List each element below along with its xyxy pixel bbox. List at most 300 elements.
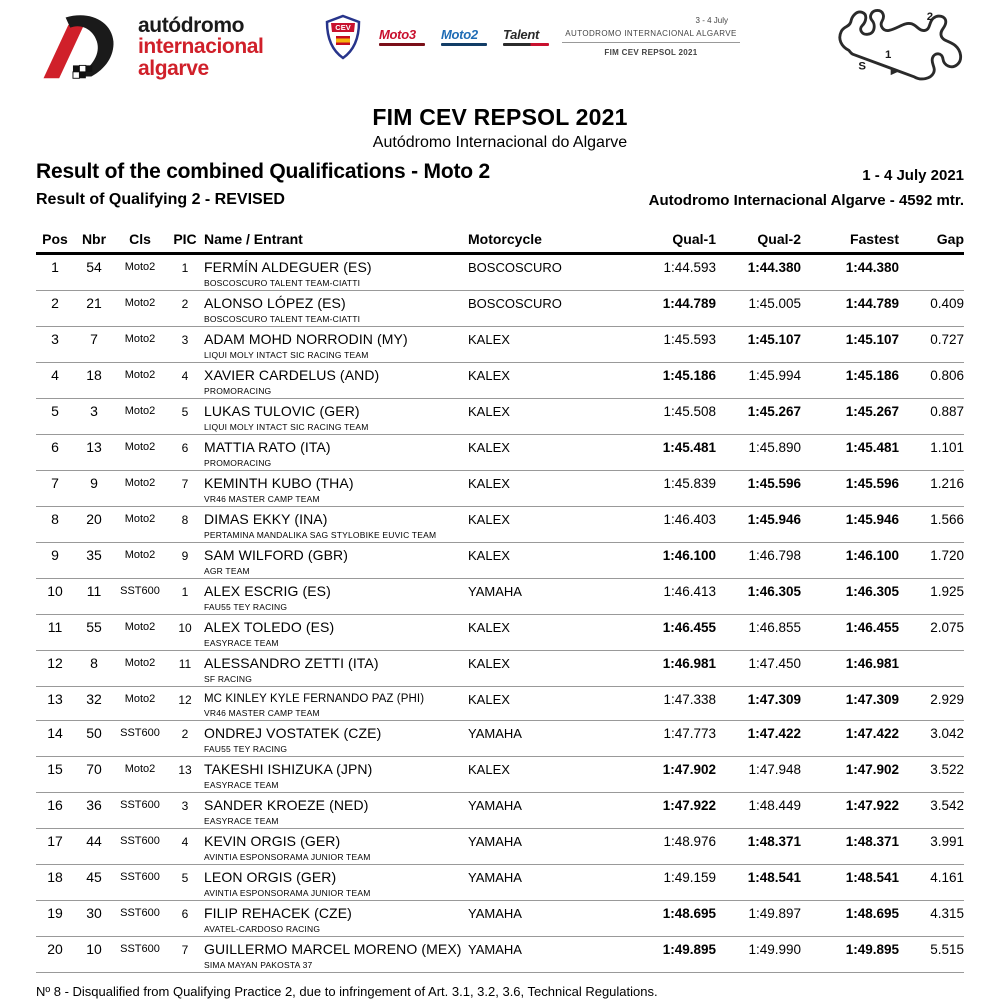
pic-cell: 7 (166, 937, 204, 973)
number-cell: 44 (74, 829, 114, 865)
fastest-cell: 1:47.922 (801, 793, 899, 829)
number-cell: 11 (74, 579, 114, 615)
qual1-cell: 1:48.976 (638, 829, 716, 865)
entrant-name: SF RACING (204, 674, 253, 684)
cev-badge-icon (323, 14, 363, 60)
position-cell: 1 (36, 254, 74, 291)
class-cell: Moto2 (114, 399, 166, 435)
rider-name: SAM WILFORD (GBR) (204, 547, 349, 563)
gap-cell: 2.929 (899, 687, 964, 721)
qual2-cell: 1:46.855 (716, 615, 801, 651)
motorcycle-cell: KALEX (468, 327, 638, 363)
track-start-label: S (858, 60, 867, 73)
number-cell: 20 (74, 507, 114, 543)
fastest-cell: 1:47.902 (801, 757, 899, 793)
fastest-cell: 1:46.100 (801, 543, 899, 579)
moto3-logo-label: Moto3 (379, 27, 416, 42)
fastest-cell: 1:47.309 (801, 687, 899, 721)
pic-cell: 6 (166, 901, 204, 937)
result-row (36, 757, 964, 793)
qual2-cell: 1:49.897 (716, 901, 801, 937)
fastest-cell: 1:44.789 (801, 291, 899, 327)
name-entrant-cell (204, 291, 468, 327)
name-entrant-cell (204, 435, 468, 471)
qual2-cell: 1:45.005 (716, 291, 801, 327)
col-header-pos: Pos (36, 229, 74, 254)
venue-logo-line2: internacional (138, 35, 264, 59)
col-header-name: Name / Entrant (204, 229, 468, 254)
qual2-cell: 1:46.305 (716, 579, 801, 615)
entrant-name: EASYRACE TEAM (204, 816, 279, 826)
number-cell: 7 (74, 327, 114, 363)
number-cell: 50 (74, 721, 114, 757)
rider-name: SANDER KROEZE (NED) (204, 797, 369, 813)
gap-cell: 3.542 (899, 793, 964, 829)
class-cell: Moto2 (114, 757, 166, 793)
result-row (36, 865, 964, 901)
gap-cell: 0.887 (899, 399, 964, 435)
fastest-cell: 1:45.186 (801, 363, 899, 399)
name-entrant-cell (204, 507, 468, 543)
class-cell: SST600 (114, 901, 166, 937)
fastest-cell: 1:49.895 (801, 937, 899, 973)
talent-logo-label: Talent (503, 27, 540, 42)
rider-name: KEVIN ORGIS (GER) (204, 833, 341, 849)
table-header-row (36, 229, 964, 254)
page-title: FIM CEV REPSOL 2021 (372, 104, 628, 130)
qual2-cell: 1:45.994 (716, 363, 801, 399)
position-cell: 3 (36, 327, 74, 363)
moto2-logo-label: Moto2 (441, 27, 478, 42)
name-entrant-cell (204, 687, 468, 721)
result-title-block (0, 160, 1000, 209)
entrant-name: FAU55 TEY RACING (204, 744, 288, 754)
venue-logo-line3: algarve (138, 56, 209, 80)
qual2-cell: 1:49.990 (716, 937, 801, 973)
gap-cell (899, 254, 964, 291)
rider-name: FERMÍN ALDEGUER (ES) (204, 259, 372, 275)
number-cell: 70 (74, 757, 114, 793)
motorcycle-cell: KALEX (468, 399, 638, 435)
qual1-cell: 1:47.338 (638, 687, 716, 721)
position-cell: 20 (36, 937, 74, 973)
qual2-cell: 1:45.596 (716, 471, 801, 507)
fastest-cell: 1:48.695 (801, 901, 899, 937)
fastest-cell: 1:48.541 (801, 865, 899, 901)
class-cell: SST600 (114, 829, 166, 865)
rider-name: FILIP REHACEK (CZE) (204, 905, 352, 921)
gap-cell: 3.991 (899, 829, 964, 865)
moto3-logo (379, 28, 425, 46)
track-turn1-label: 1 (885, 48, 892, 61)
position-cell: 6 (36, 435, 74, 471)
result-row (36, 291, 964, 327)
qual2-cell: 1:44.380 (716, 254, 801, 291)
position-cell: 18 (36, 865, 74, 901)
gap-cell: 1.216 (899, 471, 964, 507)
rider-name: GUILLERMO MARCEL MORENO (MEX) (204, 941, 462, 957)
pic-cell: 13 (166, 757, 204, 793)
name-entrant-cell (204, 399, 468, 435)
event-series: FIM CEV REPSOL 2021 (604, 48, 698, 57)
position-cell: 7 (36, 471, 74, 507)
motorcycle-cell: BOSCOSCURO (468, 291, 638, 327)
rider-name: LEON ORGIS (GER) (204, 869, 337, 885)
motorcycle-cell: YAMAHA (468, 793, 638, 829)
fastest-cell: 1:45.267 (801, 399, 899, 435)
qual1-cell: 1:46.981 (638, 651, 716, 687)
position-cell: 10 (36, 579, 74, 615)
talent-logo-bar (503, 43, 549, 46)
class-cell: Moto2 (114, 471, 166, 507)
rider-name: KEMINTH KUBO (THA) (204, 475, 354, 491)
motorcycle-cell: KALEX (468, 471, 638, 507)
number-cell: 32 (74, 687, 114, 721)
result-row (36, 901, 964, 937)
result-row (36, 651, 964, 687)
pic-cell: 5 (166, 865, 204, 901)
motorcycle-cell: KALEX (468, 435, 638, 471)
class-cell: Moto2 (114, 651, 166, 687)
fastest-cell: 1:45.481 (801, 435, 899, 471)
qual2-cell: 1:47.948 (716, 757, 801, 793)
algarve-logo-icon (38, 8, 130, 86)
pic-cell: 7 (166, 471, 204, 507)
moto2-logo (441, 28, 487, 46)
name-entrant-cell (204, 793, 468, 829)
qual2-cell: 1:47.450 (716, 651, 801, 687)
result-row (36, 543, 964, 579)
number-cell: 18 (74, 363, 114, 399)
gap-cell: 4.161 (899, 865, 964, 901)
pic-cell: 10 (166, 615, 204, 651)
qual2-cell: 1:48.371 (716, 829, 801, 865)
result-row (36, 687, 964, 721)
gap-cell: 0.727 (899, 327, 964, 363)
position-cell: 4 (36, 363, 74, 399)
result-row (36, 254, 964, 291)
algarve-logo (38, 8, 264, 86)
entrant-name: VR46 MASTER CAMP TEAM (204, 494, 320, 504)
fastest-cell: 1:46.305 (801, 579, 899, 615)
fastest-cell: 1:45.596 (801, 471, 899, 507)
entrant-name: EASYRACE TEAM (204, 638, 279, 648)
qual1-cell: 1:46.403 (638, 507, 716, 543)
name-entrant-cell (204, 757, 468, 793)
rider-name: TAKESHI ISHIZUKA (JPN) (204, 761, 373, 777)
motorcycle-cell: KALEX (468, 687, 638, 721)
fastest-cell: 1:48.371 (801, 829, 899, 865)
position-cell: 11 (36, 615, 74, 651)
name-entrant-cell (204, 865, 468, 901)
number-cell: 30 (74, 901, 114, 937)
qual1-cell: 1:46.455 (638, 615, 716, 651)
position-cell: 12 (36, 651, 74, 687)
col-header-pic: PIC (166, 229, 204, 254)
pic-cell: 1 (166, 579, 204, 615)
name-entrant-cell (204, 721, 468, 757)
pic-cell: 2 (166, 291, 204, 327)
pic-cell: 8 (166, 507, 204, 543)
pic-cell: 4 (166, 363, 204, 399)
qual1-cell: 1:44.593 (638, 254, 716, 291)
motorcycle-cell: KALEX (468, 363, 638, 399)
rider-name: MATTIA RATO (ITA) (204, 439, 331, 455)
pic-cell: 2 (166, 721, 204, 757)
pic-cell: 4 (166, 829, 204, 865)
qual2-cell: 1:47.309 (716, 687, 801, 721)
class-cell: Moto2 (114, 435, 166, 471)
pic-cell: 3 (166, 793, 204, 829)
event-venue: AUTODROMO INTERNACIONAL ALGARVE (562, 29, 740, 43)
name-entrant-cell (204, 543, 468, 579)
gap-cell: 5.515 (899, 937, 964, 973)
motorcycle-cell: KALEX (468, 543, 638, 579)
qual2-cell: 1:48.541 (716, 865, 801, 901)
championship-logos (323, 14, 549, 60)
number-cell: 21 (74, 291, 114, 327)
event-dates: 3 - 4 July (695, 16, 728, 25)
position-cell: 5 (36, 399, 74, 435)
result-row (36, 829, 964, 865)
motorcycle-cell: YAMAHA (468, 579, 638, 615)
col-header-motorcycle: Motorcycle (468, 229, 638, 254)
moto3-logo-bar (379, 43, 425, 46)
qual2-cell: 1:45.267 (716, 399, 801, 435)
position-cell: 17 (36, 829, 74, 865)
result-row (36, 327, 964, 363)
motorcycle-cell: YAMAHA (468, 721, 638, 757)
qual1-cell: 1:45.508 (638, 399, 716, 435)
event-date-range: 1 - 4 July 2021 (862, 167, 964, 184)
qual1-cell: 1:45.481 (638, 435, 716, 471)
fastest-cell: 1:45.107 (801, 327, 899, 363)
class-cell: SST600 (114, 793, 166, 829)
entrant-name: AGR TEAM (204, 566, 250, 576)
number-cell: 9 (74, 471, 114, 507)
col-header-fastest: Fastest (801, 229, 899, 254)
results-table (36, 229, 964, 973)
position-cell: 13 (36, 687, 74, 721)
fastest-cell: 1:45.946 (801, 507, 899, 543)
position-cell: 14 (36, 721, 74, 757)
motorcycle-cell: YAMAHA (468, 901, 638, 937)
col-header-nbr: Nbr (74, 229, 114, 254)
name-entrant-cell (204, 937, 468, 973)
name-entrant-cell (204, 579, 468, 615)
gap-cell: 1.566 (899, 507, 964, 543)
results-table-container (0, 229, 1000, 973)
motorcycle-cell: YAMAHA (468, 865, 638, 901)
entrant-name: PROMORACING (204, 458, 272, 468)
algarve-logo-text (138, 15, 264, 79)
motorcycle-cell: YAMAHA (468, 937, 638, 973)
class-cell: SST600 (114, 865, 166, 901)
qual2-cell: 1:47.422 (716, 721, 801, 757)
name-entrant-cell (204, 901, 468, 937)
qual1-cell: 1:49.159 (638, 865, 716, 901)
entrant-name: VR46 MASTER CAMP TEAM (204, 708, 320, 718)
entrant-name: AVATEL-CARDOSO RACING (204, 924, 321, 934)
entrant-name: LIQUI MOLY INTACT SIC RACING TEAM (204, 422, 369, 432)
result-row (36, 721, 964, 757)
rider-name: DIMAS EKKY (INA) (204, 511, 328, 527)
results-table-body (36, 254, 964, 973)
entrant-name: SIMA MAYAN PAKOSTA 37 (204, 960, 313, 970)
pic-cell: 12 (166, 687, 204, 721)
position-cell: 8 (36, 507, 74, 543)
class-cell: Moto2 (114, 687, 166, 721)
name-entrant-cell (204, 363, 468, 399)
fastest-cell: 1:46.981 (801, 651, 899, 687)
fastest-cell: 1:46.455 (801, 615, 899, 651)
name-entrant-cell (204, 615, 468, 651)
result-row (36, 399, 964, 435)
position-cell: 15 (36, 757, 74, 793)
rider-name: ALESSANDRO ZETTI (ITA) (204, 655, 379, 671)
motorcycle-cell: BOSCOSCURO (468, 254, 638, 291)
rider-name: XAVIER CARDELUS (AND) (204, 367, 380, 383)
qual1-cell: 1:46.413 (638, 579, 716, 615)
track-map (828, 2, 980, 99)
venue-logo-line1: autódromo (138, 13, 245, 37)
entrant-name: BOSCOSCURO TALENT TEAM-CIATTI (204, 278, 361, 288)
entrant-name: PROMORACING (204, 386, 272, 396)
gap-cell (899, 651, 964, 687)
motorcycle-cell: KALEX (468, 757, 638, 793)
pic-cell: 5 (166, 399, 204, 435)
result-row (36, 937, 964, 973)
class-cell: Moto2 (114, 327, 166, 363)
disqualification-footnote: Nº 8 - Disqualified from Qualifying Practice 2, due to infringement of Art. 3.1, 3.2, 3.6, Technical Regulations. (36, 984, 658, 999)
qual1-cell: 1:44.789 (638, 291, 716, 327)
qual1-cell: 1:48.695 (638, 901, 716, 937)
rider-name: ALEX ESCRIG (ES) (204, 583, 331, 599)
entrant-name: LIQUI MOLY INTACT SIC RACING TEAM (204, 350, 369, 360)
result-row (36, 579, 964, 615)
qual2-cell: 1:45.107 (716, 327, 801, 363)
fastest-cell: 1:44.380 (801, 254, 899, 291)
class-cell: Moto2 (114, 363, 166, 399)
qual1-cell: 1:45.186 (638, 363, 716, 399)
number-cell: 3 (74, 399, 114, 435)
moto2-logo-bar (441, 43, 487, 46)
qual1-cell: 1:45.839 (638, 471, 716, 507)
session-title: Result of Qualifying 2 - REVISED (36, 191, 285, 208)
col-header-cls: Cls (114, 229, 166, 254)
rider-name: ADAM MOHD NORRODIN (MY) (204, 331, 408, 347)
result-title: Result of the combined Qualifications - Moto 2 (36, 160, 490, 183)
rider-name: ALONSO LÓPEZ (ES) (204, 295, 346, 311)
name-entrant-cell (204, 471, 468, 507)
position-cell: 16 (36, 793, 74, 829)
gap-cell: 1.925 (899, 579, 964, 615)
name-entrant-cell (204, 829, 468, 865)
qual1-cell: 1:47.773 (638, 721, 716, 757)
qual1-cell: 1:46.100 (638, 543, 716, 579)
fastest-cell: 1:47.422 (801, 721, 899, 757)
track-map-icon (828, 2, 980, 94)
talent-logo (503, 28, 549, 46)
class-cell: SST600 (114, 579, 166, 615)
pic-cell: 9 (166, 543, 204, 579)
page-subtitle: Autódromo Internacional do Algarve (372, 134, 628, 151)
motorcycle-cell: YAMAHA (468, 829, 638, 865)
number-cell: 36 (74, 793, 114, 829)
name-entrant-cell (204, 327, 468, 363)
number-cell: 54 (74, 254, 114, 291)
class-cell: SST600 (114, 937, 166, 973)
event-info-block (562, 16, 740, 57)
number-cell: 55 (74, 615, 114, 651)
number-cell: 8 (74, 651, 114, 687)
class-cell: Moto2 (114, 254, 166, 291)
rider-name: ONDREJ VOSTATEK (CZE) (204, 725, 382, 741)
qual1-cell: 1:49.895 (638, 937, 716, 973)
gap-cell: 3.522 (899, 757, 964, 793)
name-entrant-cell (204, 254, 468, 291)
name-entrant-cell (204, 651, 468, 687)
svg-text:CEV: CEV (335, 23, 351, 32)
position-cell: 19 (36, 901, 74, 937)
qual1-cell: 1:47.902 (638, 757, 716, 793)
position-cell: 9 (36, 543, 74, 579)
gap-cell: 2.075 (899, 615, 964, 651)
qual2-cell: 1:48.449 (716, 793, 801, 829)
track-turn2-label: 2 (926, 10, 934, 23)
entrant-name: BOSCOSCURO TALENT TEAM-CIATTI (204, 314, 361, 324)
gap-cell: 1.101 (899, 435, 964, 471)
motorcycle-cell: KALEX (468, 507, 638, 543)
number-cell: 45 (74, 865, 114, 901)
col-header-gap: Gap (899, 229, 964, 254)
col-header-qual1: Qual-1 (638, 229, 716, 254)
entrant-name: AVINTIA ESPONSORAMA JUNIOR TEAM (204, 852, 371, 862)
motorcycle-cell: KALEX (468, 615, 638, 651)
rider-name: ALEX TOLEDO (ES) (204, 619, 335, 635)
qual1-cell: 1:45.593 (638, 327, 716, 363)
entrant-name: PERTAMINA MANDALIKA SAG STYLOBIKE EUVIC TEAM (204, 530, 437, 540)
result-row (36, 435, 964, 471)
class-cell: Moto2 (114, 615, 166, 651)
entrant-name: AVINTIA ESPONSORAMA JUNIOR TEAM (204, 888, 371, 898)
result-row (36, 363, 964, 399)
class-cell: Moto2 (114, 291, 166, 327)
qual1-cell: 1:47.922 (638, 793, 716, 829)
entrant-name: FAU55 TEY RACING (204, 602, 288, 612)
position-cell: 2 (36, 291, 74, 327)
pic-cell: 11 (166, 651, 204, 687)
pic-cell: 1 (166, 254, 204, 291)
class-cell: SST600 (114, 721, 166, 757)
gap-cell: 0.806 (899, 363, 964, 399)
pic-cell: 6 (166, 435, 204, 471)
result-row (36, 507, 964, 543)
track-length-info: Autodromo Internacional Algarve - 4592 mtr. (648, 192, 964, 209)
entrant-name: EASYRACE TEAM (204, 780, 279, 790)
number-cell: 35 (74, 543, 114, 579)
result-row (36, 793, 964, 829)
class-cell: Moto2 (114, 543, 166, 579)
qual2-cell: 1:45.890 (716, 435, 801, 471)
pic-cell: 3 (166, 327, 204, 363)
result-row (36, 471, 964, 507)
qual2-cell: 1:46.798 (716, 543, 801, 579)
gap-cell: 3.042 (899, 721, 964, 757)
qual2-cell: 1:45.946 (716, 507, 801, 543)
gap-cell: 4.315 (899, 901, 964, 937)
document-header (0, 0, 1000, 100)
